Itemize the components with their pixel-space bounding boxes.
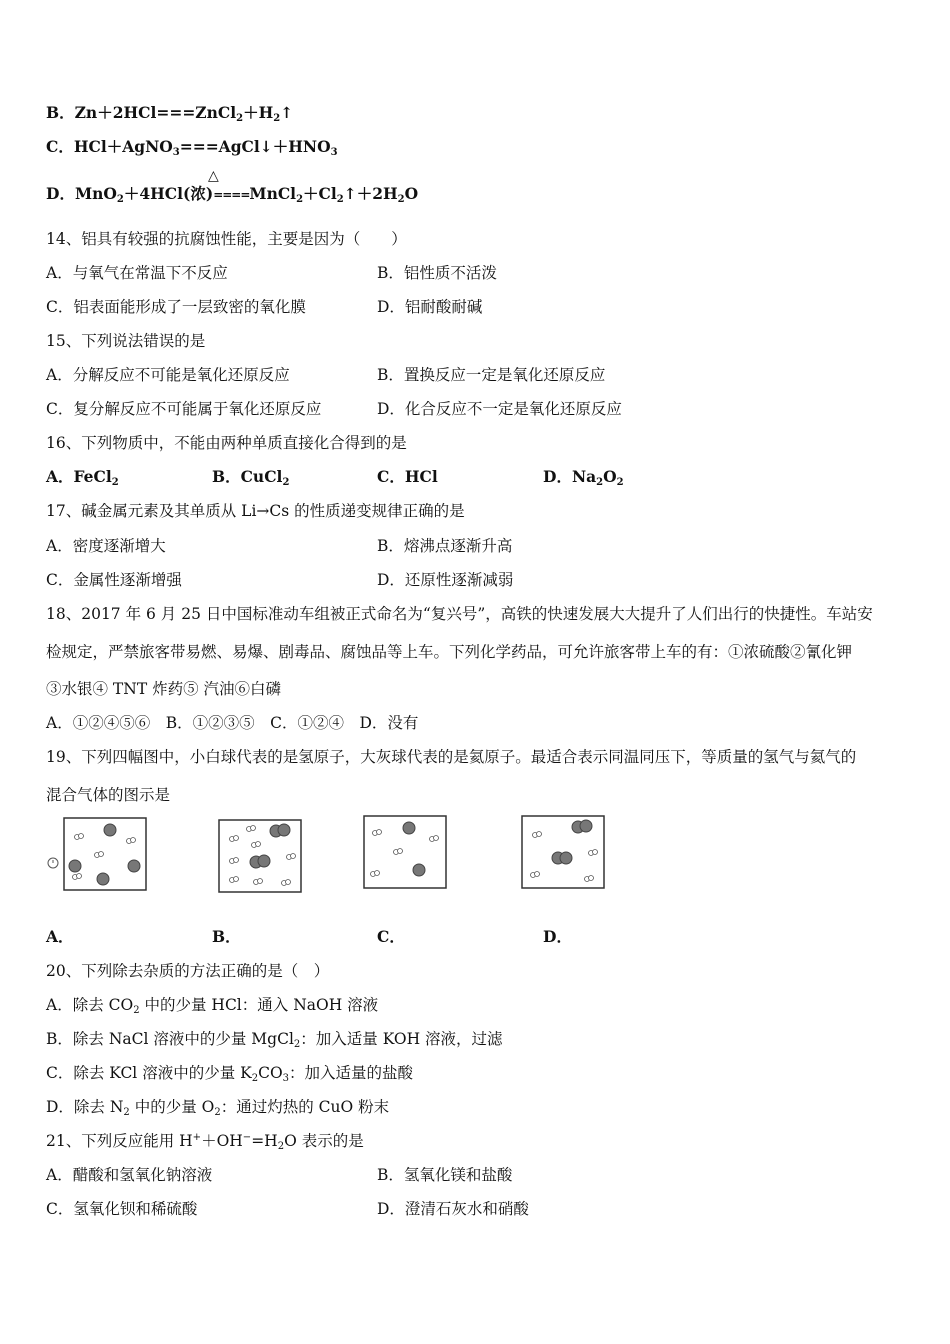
q19-stem-line2: 混合气体的图示是 xyxy=(46,786,171,804)
q16-stem: 16、下列物质中，不能由两种单质直接化合得到的是 xyxy=(46,434,407,452)
figure-d xyxy=(522,816,604,888)
q20-option-a: A．除去 $CO_2$ 中的少量 HCl：通入 NaOH 溶液 xyxy=(46,996,379,1016)
q19-figures xyxy=(44,812,644,897)
q14-option-d: D．铝耐酸耐碱 xyxy=(377,298,483,316)
q17-option-d: D．还原性逐渐减弱 xyxy=(377,571,514,589)
q17-stem: 17、碱金属元素及其单质从 Li→Cs 的性质递变规律正确的是 xyxy=(46,502,465,520)
q16-option-d: D．$Na_2O_2$ xyxy=(543,467,624,488)
q15-option-b: B．置换反应一定是氧化还原反应 xyxy=(377,366,606,384)
q21-option-d: D．澄清石灰水和硝酸 xyxy=(377,1200,529,1218)
figure-b xyxy=(219,820,301,892)
q14-option-a: A．与氧气在常温下不反应 xyxy=(46,264,228,282)
q20-stem: 20、下列除去杂质的方法正确的是（ ） xyxy=(46,962,330,980)
q20-option-b: B．除去 NaCl 溶液中的少量 MgCl$_2$：加入适量 KOH 溶液，过滤 xyxy=(46,1030,503,1050)
q15-option-d: D．化合反应不一定是氧化还原反应 xyxy=(377,400,622,418)
q14-stem: 14、铝具有较强的抗腐蚀性能，主要是因为（ ） xyxy=(46,230,407,248)
q16-option-c: C．HCl xyxy=(377,467,438,486)
heating-delta-symbol: △ xyxy=(208,168,219,184)
q13-option-b: B．$Zn+2HCl===ZnCl_2+H_2↑$ xyxy=(46,103,294,124)
q14-option-b: B．铝性质不活泼 xyxy=(377,264,497,282)
figure-c xyxy=(364,816,446,888)
q15-option-a: A．分解反应不可能是氧化还原反应 xyxy=(46,366,290,384)
q21-option-b: B．氢氧化镁和盐酸 xyxy=(377,1166,513,1184)
q19-label-d: D． xyxy=(543,927,572,946)
q15-option-c: C．复分解反应不可能属于氧化还原反应 xyxy=(46,400,322,418)
q13-option-d: D．MnO$_2$＋4HCl(浓)$====MnCl_2+Cl_2↑+2H_2O$ xyxy=(46,184,419,205)
q17-option-a: A．密度逐渐增大 xyxy=(46,537,166,555)
q21-option-a: A．醋酸和氢氧化钠溶液 xyxy=(46,1166,213,1184)
q14-option-c: C．铝表面能形成了一层致密的氧化膜 xyxy=(46,298,306,316)
marker-icon xyxy=(48,858,58,868)
q21-option-c: C．氢氧化钡和稀硫酸 xyxy=(46,1200,198,1218)
q13-option-c: C．$HCl+AgNO_3===AgCl↓+HNO_3$ xyxy=(46,137,338,158)
q18-stem-line3: ③水银④ TNT 炸药⑤ 汽油⑥白磷 xyxy=(46,680,282,698)
q20-option-c: C．除去 KCl 溶液中的少量 $K_2CO_3$：加入适量的盐酸 xyxy=(46,1064,414,1084)
q16-option-a: A．FeCl$_2$ xyxy=(46,467,119,488)
q18-stem-line2: 检规定，严禁旅客带易燃、易爆、剧毒品、腐蚀品等上车。下列化学药品，可允许旅客带上车的有：①浓硫酸②氰化钾 xyxy=(46,643,853,661)
q19-stem-line1: 19、下列四幅图中，小白球代表的是氢原子，大灰球代表的是氦原子。最适合表示同温同压下，等质量的氢气与氦气的 xyxy=(46,748,857,766)
q19-label-c: C． xyxy=(377,927,405,946)
q21-stem: 21、下列反应能用 $H^++OH^-=H_2O$ 表示的是 xyxy=(46,1132,364,1152)
q17-option-b: B．熔沸点逐渐升高 xyxy=(377,537,513,555)
q20-option-d: D．除去 $N_2$ 中的少量 $O_2$：通过灼热的 CuO 粉末 xyxy=(46,1098,390,1118)
q19-label-b: B． xyxy=(212,927,241,946)
q15-stem: 15、下列说法错误的是 xyxy=(46,332,206,350)
q16-option-b: B．CuCl$_2$ xyxy=(212,467,290,488)
q18-options: A．①②④⑤⑥ B．①②③⑤ C．①②④ D．没有 xyxy=(46,714,419,732)
q17-option-c: C．金属性逐渐增强 xyxy=(46,571,182,589)
figure-a xyxy=(64,818,146,890)
q19-label-a: A． xyxy=(46,927,74,946)
q18-stem-line1: 18、2017 年 6 月 25 日中国标准动车组被正式命名为“复兴号”，高铁的快速发展大大提升了人们出行的快捷性。车站安 xyxy=(46,605,873,623)
